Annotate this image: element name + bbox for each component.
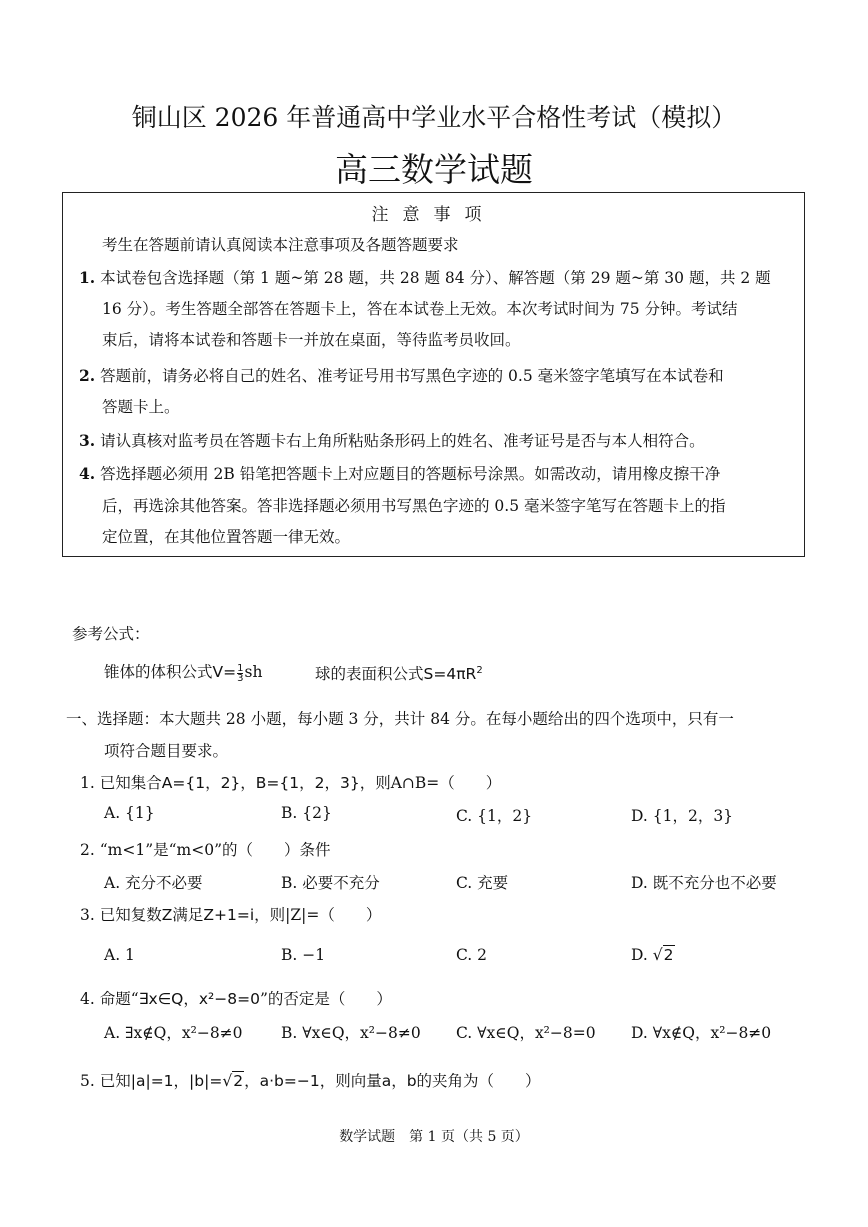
notice-item-text: 答选择题必须用 2B 铅笔把答题卡上对应题目的答题标号涂黑。如需改动，请用橡皮擦干净 bbox=[100, 465, 721, 483]
notice-item-number: 2. bbox=[79, 366, 96, 385]
square-root-radicand: 2 bbox=[663, 946, 674, 964]
notice-item-2-line2: 答题卡上。 bbox=[102, 398, 180, 416]
q3-option-b: B. −1 bbox=[281, 946, 326, 964]
q4-option-b: B. ∀x∈Q，x²−8≠0 bbox=[281, 1024, 421, 1042]
notice-item-4-line3: 定位置，在其他位置答题一律无效。 bbox=[102, 528, 351, 546]
page-footer: 数学试题 第 1 页（共 5 页） bbox=[339, 1129, 529, 1145]
question-number: 4. bbox=[80, 990, 95, 1008]
q1-option-c: C. {1，2} bbox=[456, 807, 533, 825]
section-heading: 一、选择题：本大题共 28 小题，每小题 3 分，共计 84 分。在每小题给出的四个选项中，只有一 bbox=[66, 710, 734, 728]
question-stem: “m<1”是“m<0”的（ ）条件 bbox=[99, 841, 331, 859]
question-4 bbox=[80, 987, 392, 1009]
notice-item-1-line2: 16 分）。考生答题全部答在答题卡上，答在本试卷上无效。本次考试时间为 75 分钟。考试结 bbox=[102, 300, 738, 318]
notice-item-number: 3. bbox=[79, 431, 96, 450]
q2-option-c: C. 充要 bbox=[456, 874, 509, 892]
fraction-numerator: 1 bbox=[237, 662, 244, 674]
notice-item-1-line3: 束后，请将本试卷和答题卡一并放在桌面，等待监考员收回。 bbox=[102, 331, 521, 349]
question-math-z: Z bbox=[161, 906, 173, 924]
q3-option-c: C. 2 bbox=[456, 946, 488, 964]
cone-formula-rhs: sh bbox=[244, 663, 263, 681]
question-math-equation: Z+1=i bbox=[203, 906, 255, 924]
q3-option-d bbox=[631, 946, 675, 964]
question-stem-end: ，则|Z|=（ ） bbox=[254, 906, 382, 924]
question-stem: 已知集合 bbox=[99, 774, 162, 792]
question-math-dot-product: ，a·b=−1 bbox=[244, 1072, 320, 1090]
notice-item-text: 本试卷包含选择题（第 1 题~第 28 题，共 28 题 84 分）、解答题（第 29 题~第 30 题，共 2 题 bbox=[100, 269, 771, 287]
notice-heading: 注意事项 bbox=[371, 205, 496, 225]
question-5 bbox=[80, 1069, 541, 1091]
exam-subject-title: 高三数学试题 bbox=[335, 150, 533, 189]
q4-option-d: D. ∀x∉Q，x²−8≠0 bbox=[631, 1024, 772, 1042]
notice-item-text: 请认真核对监考员在答题卡右上角所粘贴条形码上的姓名、准考证号是否与本人相符合。 bbox=[100, 432, 705, 450]
fraction-one-third bbox=[237, 664, 243, 683]
fraction-denominator: 3 bbox=[237, 672, 244, 684]
notice-item-4 bbox=[79, 462, 720, 484]
question-3 bbox=[80, 903, 381, 925]
section-heading-line2: 项符合题目要求。 bbox=[104, 742, 229, 760]
question-number: 3. bbox=[80, 906, 95, 924]
q1-option-b: B. {2} bbox=[281, 804, 332, 822]
q1-option-a: A. {1} bbox=[104, 804, 155, 822]
notice-item-1 bbox=[79, 266, 771, 288]
question-number: 2. bbox=[80, 841, 95, 859]
q4-option-a: A. ∃x∉Q，x²−8≠0 bbox=[104, 1024, 243, 1042]
question-number: 1. bbox=[80, 774, 95, 792]
cone-formula-lhs: V= bbox=[212, 663, 237, 681]
notice-item-2 bbox=[79, 364, 724, 386]
q1-option-d: D. {1，2，3} bbox=[631, 807, 734, 825]
notice-item-number: 1. bbox=[79, 268, 96, 287]
question-math: ∃x∈Q，x²−8=0 bbox=[138, 990, 260, 1008]
question-stem: 已知复数 bbox=[99, 906, 162, 924]
square-root-symbol: √2 bbox=[222, 1072, 244, 1090]
q2-option-b: B. 必要不充分 bbox=[281, 874, 380, 892]
question-math: A={1，2}，B={1，2，3} bbox=[161, 774, 360, 792]
question-stem-mid: ，则向量 bbox=[319, 1072, 382, 1090]
cone-volume-formula bbox=[104, 660, 262, 683]
formulas-label: 参考公式： bbox=[72, 625, 150, 643]
question-number: 5. bbox=[80, 1072, 95, 1090]
question-stem: 命题“ bbox=[99, 990, 139, 1008]
notice-intro: 考生在答题前请认真阅读本注意事项及各题答题要求 bbox=[102, 236, 459, 254]
sphere-formula-expression: S=4πR bbox=[423, 665, 477, 683]
sphere-area-formula bbox=[315, 662, 483, 684]
question-stem-end: 的夹角为（ ） bbox=[416, 1072, 541, 1090]
question-stem-end: ，则A∩B=（ ） bbox=[359, 774, 502, 792]
exam-title: 铜山区 2026 年普通高中学业水平合格性考试（模拟） bbox=[131, 103, 737, 132]
option-letter: D. bbox=[631, 946, 648, 964]
notice-item-3 bbox=[79, 429, 705, 451]
sphere-formula-label: 球的表面积公式 bbox=[315, 665, 424, 683]
q2-option-d: D. 既不充分也不必要 bbox=[631, 874, 777, 892]
question-stem: 已知 bbox=[99, 1072, 131, 1090]
question-stem-mid: 满足 bbox=[172, 906, 204, 924]
q3-option-a: A. 1 bbox=[104, 946, 135, 964]
square-root-symbol: √2 bbox=[652, 946, 674, 964]
question-math-norms: |a|=1，|b|= bbox=[130, 1072, 223, 1090]
square-root-radicand: 2 bbox=[233, 1072, 244, 1090]
question-1 bbox=[80, 771, 501, 793]
question-2 bbox=[80, 838, 331, 860]
q4-option-c: C. ∀x∈Q，x²−8=0 bbox=[456, 1024, 596, 1042]
sphere-formula-exponent: 2 bbox=[476, 664, 483, 676]
question-stem-end: ”的否定是（ ） bbox=[259, 990, 392, 1008]
notice-item-number: 4. bbox=[79, 464, 96, 483]
cone-formula-label: 锥体的体积公式 bbox=[104, 663, 213, 681]
notice-item-text: 答题前，请务必将自己的姓名、准考证号用书写黑色字迹的 0.5 毫米签字笔填写在本试卷和 bbox=[100, 367, 724, 385]
notice-item-4-line2: 后，再选涂其他答案。答非选择题必须用书写黑色字迹的 0.5 毫米签字笔写在答题卡上的指 bbox=[102, 497, 726, 515]
question-math-vectors: a，b bbox=[381, 1072, 417, 1090]
q2-option-a: A. 充分不必要 bbox=[104, 874, 203, 892]
